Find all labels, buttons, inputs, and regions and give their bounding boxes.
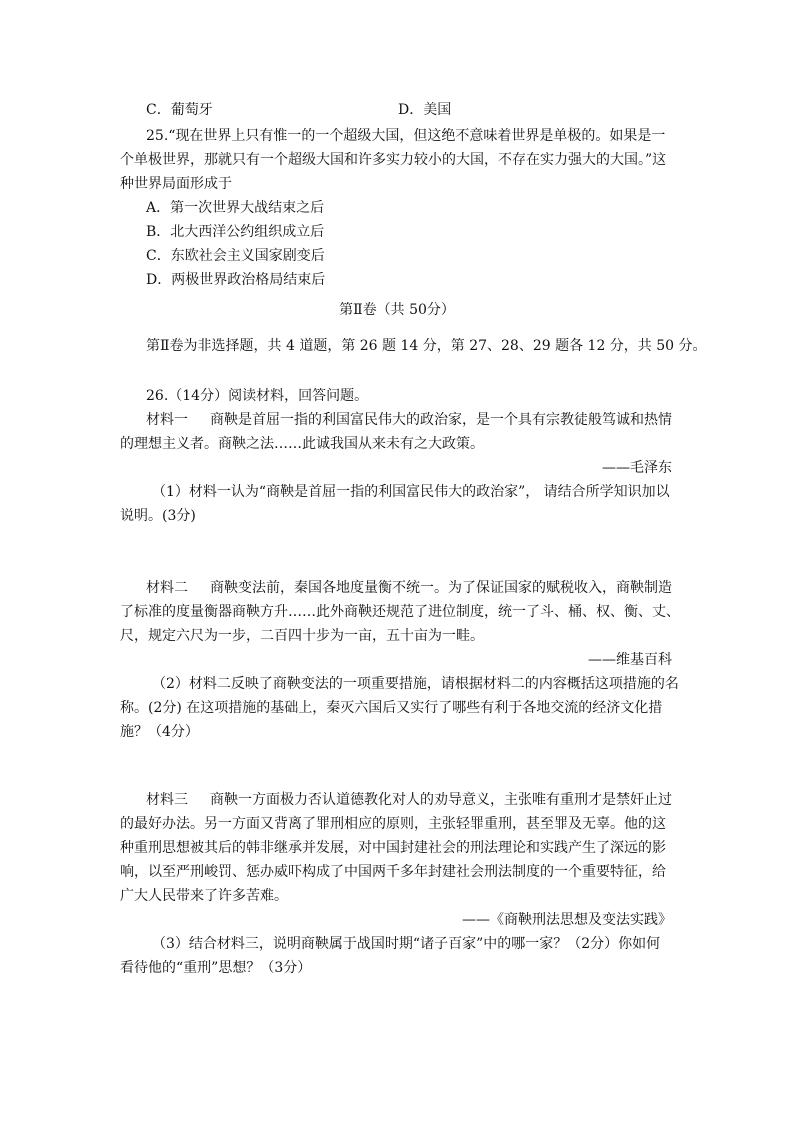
- material3-source: ——《商鞅刑法思想及变法实践》: [462, 912, 672, 928]
- material2-source: ——维基百科: [588, 652, 672, 668]
- material3-line-5: 广大人民带来了许多苦难。: [120, 888, 288, 904]
- q25-stem-line-1: 25.“现在世界上只有惟一的一个超级大国，但这绝不意味着世界是单极的。如果是一: [146, 128, 666, 144]
- question2-line-3: 施？（4分）: [120, 724, 199, 740]
- material3-line-2: 的最好办法。另一方面又背离了罪刑相应的原则，主张轻罪重刑，甚至罪及无辜。他的这: [120, 816, 666, 832]
- question3-line-2: 看待他的“重刑”思想？（3分）: [120, 960, 312, 976]
- material3-text-1: 商鞅一方面极力否认道德教化对人的劝导意义，主张唯有重刑才是禁奸止过: [210, 792, 672, 808]
- q24-options-row: [146, 98, 706, 122]
- q24-option-c: C．葡萄牙: [146, 102, 213, 118]
- material1-line-2: 的理想主义者。商鞅之法……此诚我国从来未有之大政策。: [120, 436, 484, 452]
- question3-line-1: （3）结合材料三，说明商鞅属于战国时期“诸子百家”中的哪一家？（2分）你如何: [152, 936, 661, 952]
- material1-source: ——毛泽东: [602, 460, 672, 476]
- material1-text-1: 商鞅是首屈一指的利国富民伟大的政治家，是一个具有宗教徒般笃诚和热情: [210, 412, 672, 428]
- q26-header: 26.（14分）阅读材料，回答问题。: [146, 388, 369, 404]
- q25-option-c: C．东欧社会主义国家剧变后: [146, 248, 325, 264]
- q25-option-a: A．第一次世界大战结束之后: [146, 200, 325, 216]
- q25-stem-line-3: 种世界局面形成于: [120, 176, 232, 192]
- q25-option-d: D．两极世界政治格局结束后: [146, 272, 326, 288]
- question1-line-1: （1）材料一认为“商鞅是首屈一指的利国富民伟大的政治家”， 请结合所学知识加以: [152, 484, 670, 500]
- material2-line-2: 了标准的度量衡器商鞅方升……此外商鞅还规范了进位制度，统一了斗、桶、权、衡、丈、: [120, 604, 680, 620]
- q24-option-d: D．美国: [398, 102, 452, 118]
- question2-line-1: （2）材料二反映了商鞅变法的一项重要措施，请根据材料二的内容概括这项措施的名: [152, 676, 679, 692]
- material2-line-1: [146, 576, 706, 600]
- q25-option-b: B．北大西洋公约组织成立后: [146, 224, 325, 240]
- material1-label: 材料一: [146, 412, 188, 428]
- material2-line-3: 尺，规定六尺为一步，二百四十步为一亩，五十亩为一畦。: [120, 628, 484, 644]
- material3-label: 材料三: [146, 792, 188, 808]
- section-instructions: 第Ⅱ卷为非选择题，共 4 道题，第 26 题 14 分，第 27、28、29 题各 12 分，共 50 分。: [146, 338, 707, 354]
- material3-line-1: [146, 788, 706, 812]
- section-title: 第Ⅱ卷（共 50分）: [339, 302, 455, 318]
- material2-label: 材料二: [146, 580, 188, 596]
- question2-line-2: 称。(2分) 在这项措施的基础上，秦灭六国后又实行了哪些有利于各地交流的经济文化措: [120, 700, 663, 716]
- q25-stem-line-2: 个单极世界，那就只有一个超级大国和许多实力较小的大国，不存在实力强大的大国。”这: [120, 152, 667, 168]
- material1-line-1: [146, 408, 706, 432]
- question1-line-2: 说明。(3分): [120, 508, 196, 524]
- material3-line-4: 响，以至严刑峻罚、惩办威吓构成了中国两千多年封建社会刑法制度的一个重要特征，给: [120, 864, 666, 880]
- material3-line-3: 种重刑思想被其后的韩非继承并发展，对中国封建社会的刑法理论和实践产生了深远的影: [120, 840, 666, 856]
- material2-text-1: 商鞅变法前，秦国各地度量衡不统一。为了保证国家的赋税收入，商鞅制造: [210, 580, 672, 596]
